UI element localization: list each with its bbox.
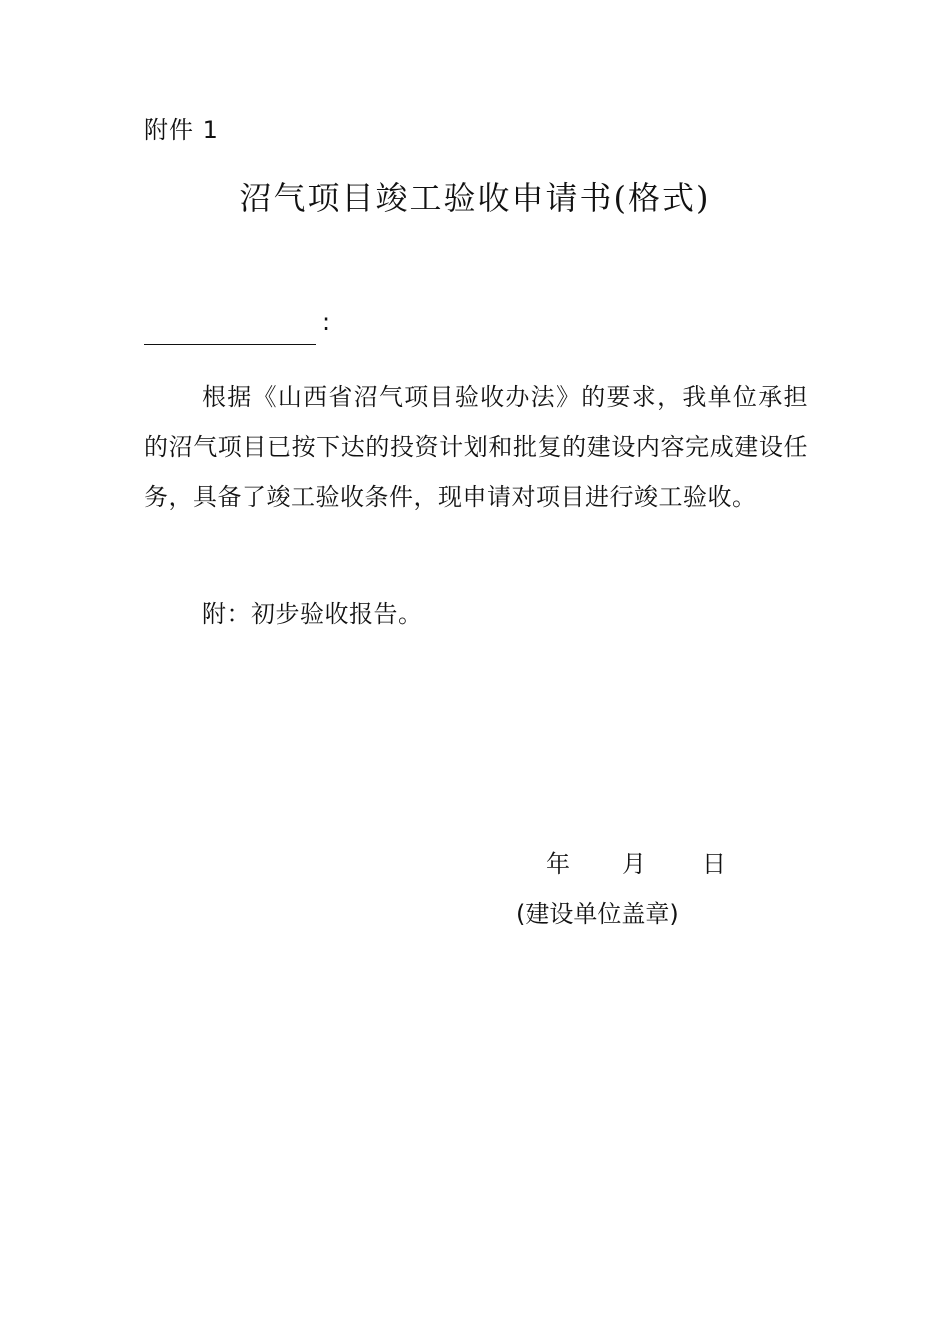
appendix-note: 附：初步验收报告。 bbox=[202, 600, 423, 628]
addressee-colon: : bbox=[322, 308, 331, 336]
date-month-label: 月 bbox=[622, 850, 646, 878]
date-line bbox=[546, 844, 726, 884]
stamp-label: (建设单位盖章) bbox=[516, 900, 679, 928]
addressee-field bbox=[144, 306, 374, 346]
addressee-blank-line bbox=[144, 344, 316, 345]
document-title: 沼气项目竣工验收申请书(格式) bbox=[239, 179, 711, 217]
attachment-label: 附件 1 bbox=[144, 116, 219, 144]
date-day-label: 日 bbox=[702, 850, 726, 878]
body-paragraph: 根据《山西省沼气项目验收办法》的要求，我单位承担的沼气项目已按下达的投资计划和批复的建设内容完成建设任务，具备了竣工验收条件，现申请对项目进行竣工验收。 bbox=[144, 383, 808, 511]
date-year-label: 年 bbox=[546, 850, 570, 878]
